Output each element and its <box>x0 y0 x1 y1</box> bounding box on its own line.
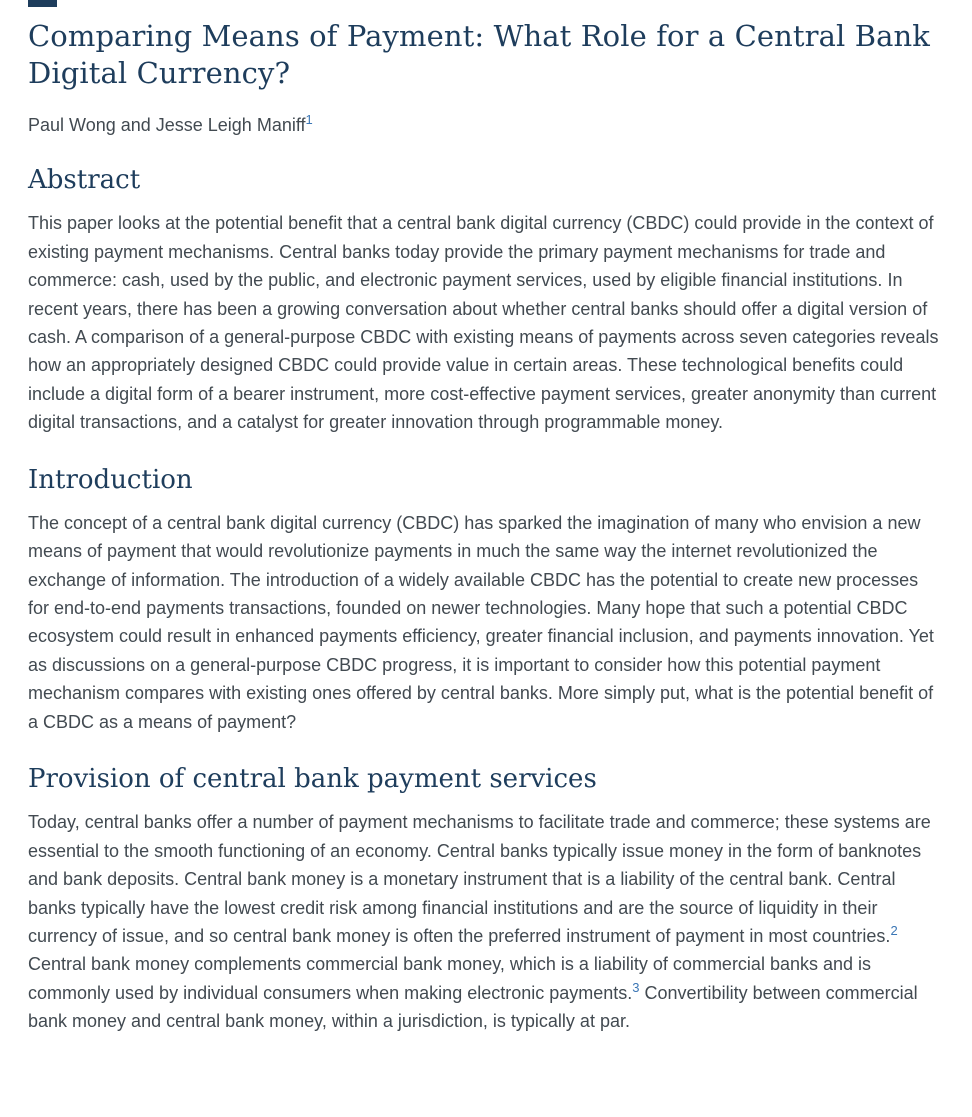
authors-text: Paul Wong and Jesse Leigh Maniff <box>28 115 306 136</box>
provision-paragraph <box>28 808 944 1036</box>
clipped-element-fragment <box>28 0 57 7</box>
provision-text-part3: Convertibility between commercial bank money and central bank money, within a jurisdiction, is typically at par. <box>28 982 918 1032</box>
author-footnote-superscript <box>306 112 313 127</box>
footnote-link-2[interactable]: 2 <box>890 922 898 938</box>
authors-line <box>28 114 944 137</box>
page-title-line2: Digital Currency? <box>28 56 291 91</box>
section-heading-introduction: Introduction <box>28 464 193 495</box>
footnote-3-superscript <box>632 980 639 995</box>
section-heading-provision: Provision of central bank payment services <box>28 764 597 795</box>
page-title <box>28 18 944 92</box>
provision-text-part1: Today, central banks offer a number of payment mechanisms to facilitate trade and commerce; these systems are essential to the smooth functioning of an economy. Central banks typically issue money in the form of banknotes and bank deposits. Central bank money is a monetary instrument that is a liability of the central bank. Central banks typically have the lowest credit risk among financial institutions and are the source of liquidity in their currency of issue, and so central bank money is often the preferred instrument of payment in most countries. <box>28 812 931 946</box>
footnote-link-1[interactable]: 1 <box>305 112 313 128</box>
introduction-paragraph: The concept of a central bank digital currency (CBDC) has sparked the imagination of many who envision a new means of payment that would revolutionize payments in much the same way the internet revolutionized the exchange of information. The introduction of a widely available CBDC has the potential to create new processes for end-to-end payments transactions, founded on newer technologies. Many hope that such a potential CBDC ecosystem could result in enhanced payments efficiency, greater financial inclusion, and payments innovation. Yet as discussions on a general-purpose CBDC progress, it is important to consider how this potential payment mechanism compares with existing ones offered by central banks. More simply put, what is the potential benefit of a CBDC as a means of payment? <box>28 512 934 732</box>
footnote-link-3[interactable]: 3 <box>632 979 640 995</box>
footnote-2-superscript <box>890 923 897 938</box>
abstract-paragraph: This paper looks at the potential benefit that a central bank digital currency (CBDC) could provide in the context of existing payment mechanisms. Central banks today provide the primary payment mechanisms for trade and commerce: cash, used by the public, and electronic payment services, used by eligible financial institutions. In recent years, there has been a growing conversation about whether central banks should offer a digital version of cash. A comparison of a general-purpose CBDC with existing means of payments across seven categories reveals how an appropriately designed CBDC could provide value in certain areas. These technological benefits could include a digital form of a bearer instrument, more cost-effective payment services, greater anonymity than current digital transactions, and a catalyst for greater innovation through programmable money. <box>28 213 939 433</box>
section-heading-abstract: Abstract <box>28 165 141 196</box>
provision-text-part2: Central bank money complements commercial bank money, which is a liability of commercial banks and is commonly used by individual consumers when making electronic payments. <box>28 954 872 1003</box>
page-title-line1: Comparing Means of Payment: What Role for a Central Bank <box>28 19 930 53</box>
